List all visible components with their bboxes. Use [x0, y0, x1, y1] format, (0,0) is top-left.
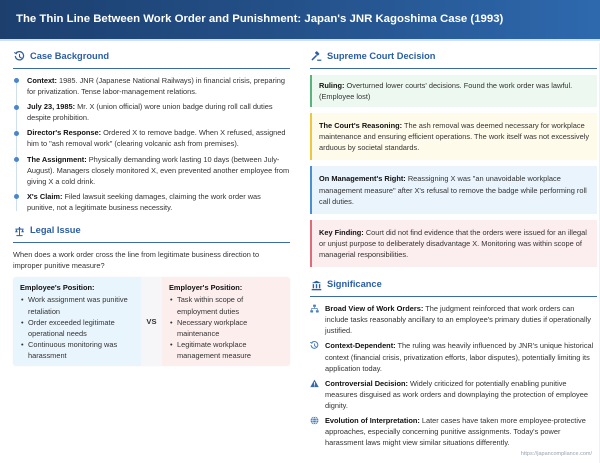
card-text: Court did not find evidence that the orders were issued for an illegal or unjust purpose to deliberately disadvantage X. Monitoring was within scope of managerial responsibilities.	[319, 227, 587, 260]
timeline-item-label: July 23, 1985:	[27, 102, 76, 112]
reasoning-card	[310, 113, 597, 160]
footer-url: https://japancompliance.com/	[520, 450, 592, 457]
employee-point: • Order exceeded legitimate operational needs	[20, 317, 135, 339]
significance-text: Later cases have taken more employee-protective approaches, especially concerning punitive assignments. Today's power harassment laws might view similar situations differently.	[325, 416, 586, 448]
history-icon	[310, 340, 321, 373]
content-columns	[0, 41, 600, 452]
timeline-item	[27, 101, 290, 123]
significance-item	[310, 378, 597, 411]
supreme-court-title: Supreme Court Decision	[327, 51, 436, 61]
page-header	[0, 0, 600, 41]
card-text: The ash removal was deemed necessary for workplace maintenance and ensuring efficient operations. The work itself was not excessively arduous by societal standards.	[319, 121, 590, 153]
timeline-item	[27, 191, 290, 213]
case-background-heading	[13, 50, 290, 69]
timeline-item-text: Filed lawsuit seeking damages, claiming the work order was punitive, not a legitimate business necessity.	[27, 191, 261, 213]
right-column	[310, 41, 597, 452]
timeline-item-label: Director's Response:	[27, 128, 102, 138]
timeline-item-label: Context:	[27, 75, 57, 85]
left-column	[13, 41, 290, 452]
employee-position	[13, 277, 141, 366]
significance-label: Broad View of Work Orders:	[325, 304, 424, 314]
significance-label: Evolution of Interpretation:	[325, 416, 420, 426]
timeline-dot	[14, 105, 19, 110]
timeline-item-label: X's Claim:	[27, 191, 63, 201]
vs-label: VS	[141, 277, 162, 366]
card-label: Ruling:	[319, 80, 345, 90]
employer-point: • Legitimate workplace management measure	[169, 339, 284, 361]
timeline-item-text: Ordered X to remove badge. When X refused, assigned him to "ash removal work" (clearing volcanic ash from premises).	[27, 128, 286, 149]
supreme-court-heading	[310, 50, 597, 69]
landmark-icon	[310, 279, 322, 291]
significance-text: Widely criticized for potentially enabling punitive measures disguised as work orders and downplaying the protection of employee dignity.	[325, 378, 588, 410]
timeline-item-text: Mr. X (union official) wore union badge during roll call duties despite prohibition.	[27, 102, 273, 123]
legal-issue-heading	[13, 224, 290, 243]
background-timeline	[13, 75, 290, 213]
employee-point: • Continuous monitoring was harassment	[20, 339, 135, 361]
timeline-item	[27, 127, 290, 149]
legal-question: When does a work order cross the line from legitimate business direction to improper punitive measure?	[13, 250, 260, 271]
ruling-card	[310, 75, 597, 107]
page-title: The Thin Line Between Work Order and Punishment: Japan's JNR Kagoshima Case (1993)	[16, 12, 504, 25]
employer-position	[162, 277, 290, 366]
card-label: The Court's Reasoning:	[319, 121, 403, 131]
significance-text: The ruling was heavily influenced by JNR's unique historical context (financial crisis, privatization efforts, labor disputes), potentially limiting its application today.	[325, 341, 594, 373]
card-text: Overturned lower courts' decisions. Found the work order was lawful. (Employee lost)	[319, 80, 573, 102]
employer-point: • Necessary workplace maintenance	[169, 317, 284, 339]
employer-position-title: Employer's Position:	[169, 283, 243, 293]
timeline-item-text: 1985. JNR (Japanese National Railways) in financial crisis, preparing for privatization. Tense labor-management relations.	[27, 75, 285, 97]
card-text: Reassigning X was "an unavoidable workplace management measure" after X's refusal to remove the badge while performing roll call duties.	[319, 174, 587, 206]
warning-icon	[310, 378, 321, 411]
timeline-item-text: Physically demanding work lasting 10 days (between July-August). Managers closely monitored X, even prevented another employee from giving X a cold drink.	[27, 154, 290, 186]
significance-heading	[310, 278, 597, 297]
significance-title: Significance	[327, 279, 382, 290]
timeline-item-label: The Assignment:	[27, 154, 87, 164]
significance-item	[310, 340, 597, 373]
globe-icon	[310, 415, 321, 448]
timeline-dot	[14, 131, 19, 136]
management-right-card	[310, 166, 597, 213]
positions-comparison	[13, 277, 290, 366]
case-background-title: Case Background	[30, 51, 110, 61]
network-icon	[310, 303, 321, 336]
key-finding-card	[310, 220, 597, 267]
card-label: Key Finding:	[319, 227, 364, 237]
employee-position-title: Employee's Position:	[20, 283, 95, 293]
significance-label: Context-Dependent:	[325, 341, 396, 351]
gavel-icon	[310, 51, 322, 63]
timeline-dot	[14, 78, 19, 83]
history-icon	[13, 51, 25, 63]
timeline-item	[27, 154, 290, 187]
timeline-dot	[14, 157, 19, 162]
timeline-dot	[14, 194, 19, 199]
legal-issue-title: Legal Issue	[30, 225, 81, 236]
scale-icon	[13, 225, 25, 237]
timeline-item	[27, 75, 290, 97]
significance-label: Controversial Decision:	[325, 378, 408, 388]
significance-item	[310, 303, 597, 336]
employee-point: • Work assignment was punitive retaliation	[20, 294, 135, 316]
employer-point: • Task within scope of employment duties	[169, 294, 284, 316]
significance-item	[310, 415, 597, 448]
significance-text: The judgment reinforced that work orders can include tasks reasonably ancillary to an employee's primary duties if operationally justified.	[325, 304, 591, 336]
card-label: On Management's Right:	[319, 174, 406, 184]
